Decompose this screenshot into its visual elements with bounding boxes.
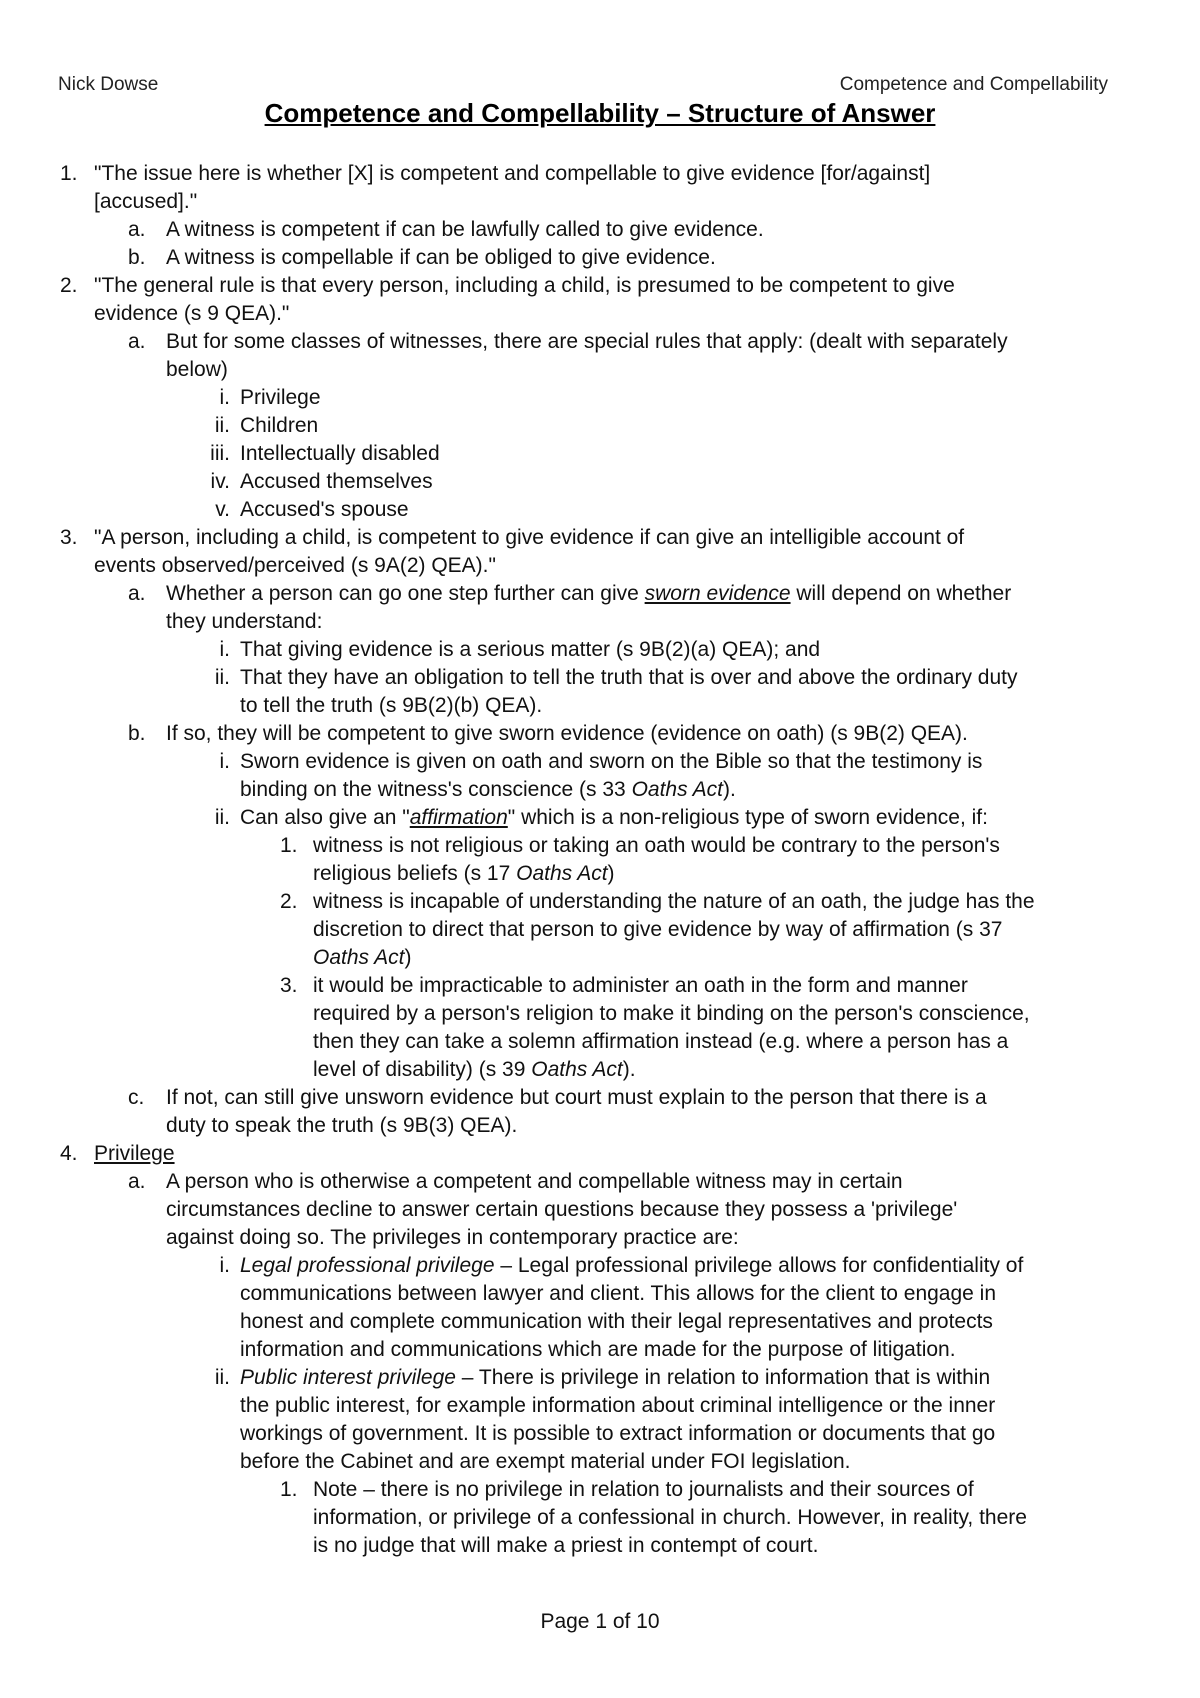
list-item-text: information, or privilege of a confessional in church. However, in reality, there [313, 1506, 1027, 1529]
list-item-text: to tell the truth (s 9B(2)(b) QEA). [240, 694, 543, 717]
list-marker: 2. [60, 274, 78, 297]
list-marker: a. [128, 218, 146, 241]
list-item-text: Accused's spouse [240, 498, 409, 521]
list-item-text: evidence (s 9 QEA)." [94, 302, 290, 325]
list-item-text: Can also give an "affirmation" which is a non-religious type of sworn evidence, if: [240, 806, 988, 829]
list-item-text: communications between lawyer and client. This allows for the client to engage in [240, 1282, 997, 1305]
header-topic: Competence and Compellability [839, 74, 1108, 95]
list-marker: i. [219, 638, 230, 661]
list-item-text: If not, can still give unsworn evidence but court must explain to the person that there is a [166, 1086, 987, 1109]
list-item-text: Children [240, 414, 319, 437]
list-marker: 3. [280, 974, 298, 997]
list-item-text: Legal professional privilege – Legal professional privilege allows for confidentiality of [240, 1254, 1024, 1277]
list-item-text: "The general rule is that every person, including a child, is presumed to be competent to give [94, 274, 955, 297]
list-item-text: is no judge that will make a priest in contempt of court. [313, 1534, 819, 1557]
list-marker: 4. [60, 1142, 78, 1165]
list-item-text: workings of government. It is possible to extract information or documents that go [240, 1422, 996, 1445]
list-marker: b. [128, 722, 146, 745]
list-item-text: A witness is competent if can be lawfully called to give evidence. [166, 218, 764, 241]
list-marker: b. [128, 246, 146, 269]
list-item-text: A witness is compellable if can be obliged to give evidence. [166, 246, 716, 269]
list-item-text: honest and complete communication with their legal representatives and protects [240, 1310, 993, 1333]
list-item-text: That they have an obligation to tell the truth that is over and above the ordinary duty [240, 666, 1018, 689]
list-item-text: Sworn evidence is given on oath and sworn on the Bible so that the testimony is [240, 750, 983, 773]
list-item-text: A person who is otherwise a competent and compellable witness may in certain [166, 1170, 903, 1193]
list-marker: iv. [210, 470, 230, 493]
list-item-text: before the Cabinet and are exempt material under FOI legislation. [240, 1450, 851, 1473]
list-item-text: discretion to direct that person to give evidence by way of affirmation (s 37 [313, 918, 1003, 941]
list-item-text: But for some classes of witnesses, there are special rules that apply: (dealt with separately [166, 330, 1008, 353]
emphasis-sworn-evidence: sworn evidence [644, 582, 791, 605]
list-marker: 1. [60, 162, 78, 185]
list-item-text: then they can take a solemn affirmation instead (e.g. where a person has a [313, 1030, 1009, 1053]
list-marker: i. [219, 1254, 230, 1277]
list-item-text: below) [166, 358, 228, 381]
page-title: Competence and Compellability – Structure of Answer [264, 98, 936, 128]
list-item-text: [accused]." [94, 190, 198, 213]
list-item-text: Whether a person can go one step further can give sworn evidence will depend on whether [166, 582, 1012, 605]
list-item-text: required by a person's religion to make it binding on the person's conscience, [313, 1002, 1030, 1025]
list-marker: 1. [280, 1478, 298, 1501]
list-item-text: events observed/perceived (s 9A(2) QEA)." [94, 554, 496, 577]
list-item-text: binding on the witness's conscience (s 33 Oaths Act). [240, 778, 736, 801]
list-marker: a. [128, 1170, 146, 1193]
list-item-text: duty to speak the truth (s 9B(3) QEA). [166, 1114, 518, 1137]
list-marker: 1. [280, 834, 298, 857]
list-marker: ii. [214, 666, 230, 689]
list-marker: ii. [214, 806, 230, 829]
list-marker: i. [219, 750, 230, 773]
list-item-text: religious beliefs (s 17 Oaths Act) [313, 862, 615, 885]
list-item-text: level of disability) (s 39 Oaths Act). [313, 1058, 636, 1081]
list-item-text: information and communications which are made for the purpose of litigation. [240, 1338, 956, 1361]
list-item-text: Public interest privilege – There is privilege in relation to information that is within [240, 1366, 991, 1389]
list-marker: 2. [280, 890, 298, 913]
list-item-text: If so, they will be competent to give sworn evidence (evidence on oath) (s 9B(2) QEA). [166, 722, 968, 745]
list-item-text: Accused themselves [240, 470, 433, 493]
list-marker: a. [128, 330, 146, 353]
list-marker: c. [128, 1086, 145, 1109]
emphasis-affirmation: affirmation [409, 806, 508, 829]
list-marker: i. [219, 386, 230, 409]
list-item-text: they understand: [166, 610, 323, 633]
list-item-text: Oaths Act) [313, 946, 412, 969]
list-item-text: witness is not religious or taking an oath would be contrary to the person's [313, 834, 1000, 857]
list-item-text: witness is incapable of understanding the nature of an oath, the judge has the [313, 890, 1035, 913]
list-item-text: Intellectually disabled [240, 442, 440, 465]
section-heading-privilege: Privilege [94, 1142, 175, 1165]
list-item-text: That giving evidence is a serious matter (s 9B(2)(a) QEA); and [240, 638, 821, 661]
list-item-text: Privilege [240, 386, 321, 409]
list-item-text: Note – there is no privilege in relation to journalists and their sources of [313, 1478, 974, 1501]
list-marker: ii. [214, 1366, 230, 1389]
list-marker: a. [128, 582, 146, 605]
list-item-text: against doing so. The privileges in contemporary practice are: [166, 1226, 739, 1249]
page-number: Page 1 of 10 [540, 1610, 660, 1633]
list-item-text: circumstances decline to answer certain questions because they possess a 'privilege' [166, 1198, 958, 1221]
list-item-text: "A person, including a child, is competent to give evidence if can give an intelligible account of [94, 526, 965, 549]
list-item-text: "The issue here is whether [X] is competent and compellable to give evidence [for/against] [94, 162, 931, 185]
list-marker: 3. [60, 526, 78, 549]
list-item-text: it would be impracticable to administer an oath in the form and manner [313, 974, 968, 997]
header-author: Nick Dowse [58, 74, 159, 95]
list-item-text: the public interest, for example information about criminal intelligence or the inner [240, 1394, 996, 1417]
list-marker: ii. [214, 414, 230, 437]
list-marker: v. [215, 498, 230, 521]
list-marker: iii. [210, 442, 230, 465]
